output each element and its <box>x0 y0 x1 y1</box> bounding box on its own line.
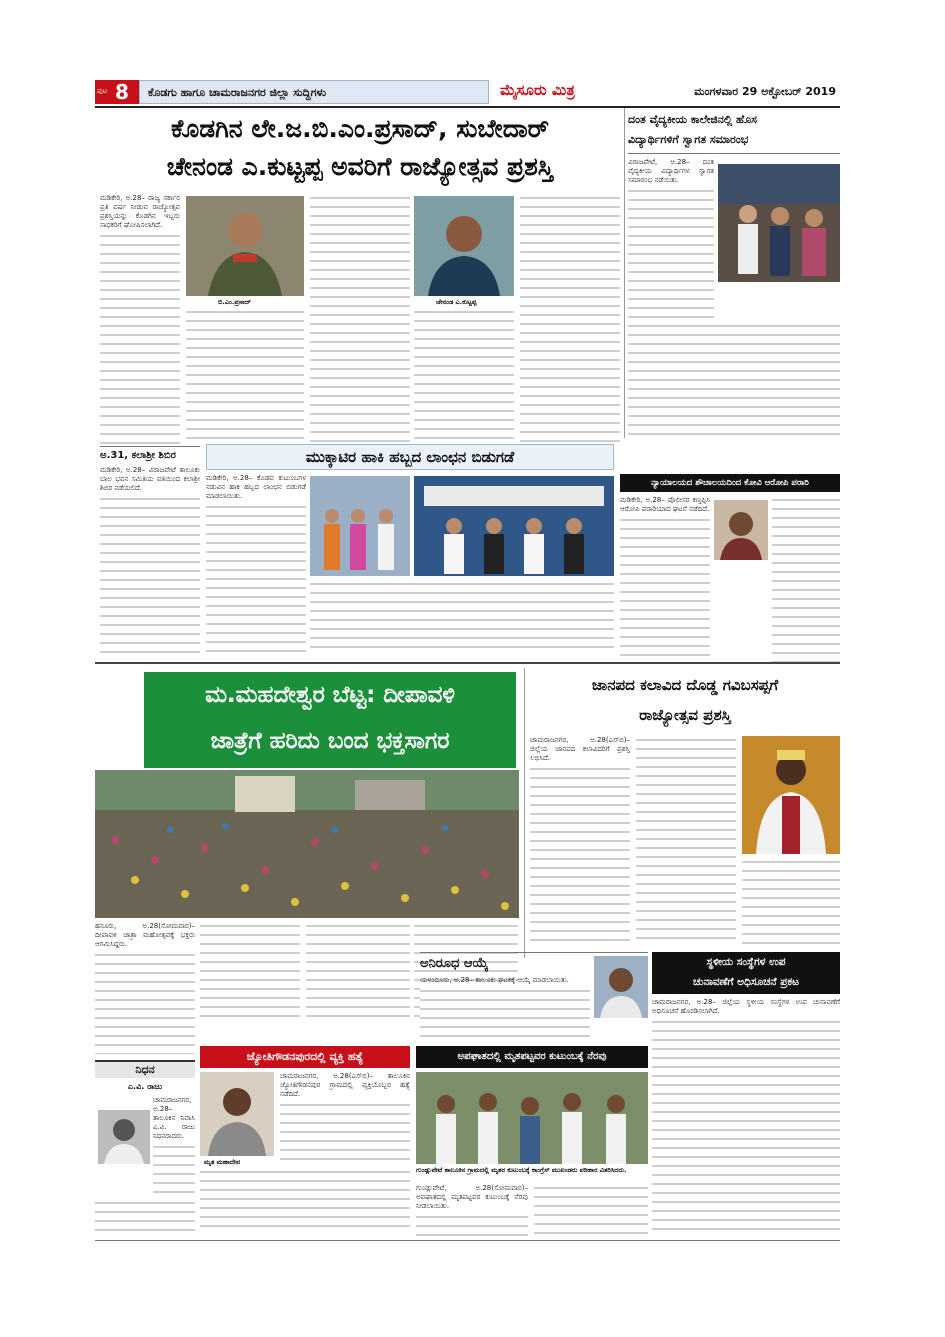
accident-text-body-2 <box>534 1184 648 1236</box>
accident-text-body <box>416 1213 528 1236</box>
murder-dateline: ಚಾಮರಾಜನಗರ, ಅ.28(ಎಸ್‌ಬಿ)– ತಾಲೂಕಿನ ಜ್ಯೋತಿಗೌಡನಪುರ ಗ್ರಾಮದಲ್ಲಿ ವ್ಯಕ್ತಿಯೊಬ್ಬರ ಹತ್ಯೆ ನಡೆದಿದೆ. <box>280 1072 410 1098</box>
folk-headline-line2: ರಾಜ್ಯೋತ್ಸವ ಪ್ರಶಸ್ತಿ <box>639 706 731 724</box>
folk-headline-line1: ಜಾನಪದ ಕಲಾವಿದ ದೊಡ್ಡ ಗವಿಬಸಪ್ಪಗೆ <box>591 676 779 694</box>
lead-text-body <box>100 232 180 444</box>
hockey-text-body <box>206 503 306 654</box>
mm-crowd-photo <box>95 770 519 918</box>
dental-headline-box <box>628 110 840 154</box>
aniruddh-photo <box>594 956 648 1018</box>
lead-dateline: ಮಡಿಕೇರಿ, ಅ.28– ರಾಜ್ಯ ಸರ್ಕಾರ ಪ್ರತಿ ವರ್ಷ ನೀಡುವ ರಾಜ್ಯೋತ್ಸವ ಪ್ರಶಸ್ತಿಯನ್ನು ಕೊಡಗಿನ ಇಬ್ಬರು ಸಾಧಕರಿಗೆ ಘೋಷಿಸಲಾಗಿದೆ. <box>100 194 180 229</box>
hockey-dateline: ಮಡಿಕೇರಿ, ಅ.28– ಕೊಡವ ಕುಟುಂಬಗಳ ನಡುವಿನ ಹಾಕಿ ಹಬ್ಬದ ಲಾಂಛನ ಬಿಡುಗಡೆ ಮಾಡಲಾಯಿತು. <box>206 474 306 500</box>
dental-headline-line1: ದಂತ ವೈದ್ಯಕೀಯ ಕಾಲೇಜಿನಲ್ಲಿ ಹೊಸ <box>628 113 757 126</box>
aniruddh-portrait-icon <box>594 956 648 1018</box>
lead-headline-line2: ಚೇನಂಡ ಎ.ಕುಟ್ಟಪ್ಪ ಅವರಿಗೆ ರಾಜ್ಯೋತ್ಸವ ಪ್ರಶಸ್ತಿ <box>166 152 554 181</box>
dental-dateline: ವಿರಾಜಪೇಟೆ, ಅ.28– ದಂತ ವೈದ್ಯಕೀಯ ವಿದ್ಯಾರ್ಥಿಗಳ ಸ್ವಾಗತ ಸಮಾರಂಭ ನಡೆಯಿತು. <box>628 158 714 184</box>
header-rule <box>95 106 840 108</box>
murder-headline-box <box>200 1046 410 1068</box>
court-headline-box <box>620 474 840 492</box>
lead-column-4 <box>414 308 514 444</box>
accident-dateline: ಗುಂಡ್ಲುಪೇಟೆ, ಅ.28(ಸೋಮವಾರ)– ಅಪಘಾತದಲ್ಲಿ ಮೃತಪಟ್ಟವರ ಕುಟುಂಬಕ್ಕೆ ನೆರವು ನೀಡಲಾಯಿತು. <box>416 1184 528 1210</box>
mm-headline-line2: ಜಾತ್ರೆಗೆ ಹರಿದು ಬಂದ ಭಕ್ತಸಾಗರ <box>210 728 450 754</box>
accident-headline-box <box>416 1046 648 1068</box>
bottom-rule <box>95 1240 840 1241</box>
folk-artist-photo <box>742 736 840 854</box>
murder-victim-photo <box>200 1072 274 1156</box>
folk-column-3 <box>742 858 840 946</box>
mm-text-body-3 <box>306 922 410 1018</box>
murder-headline: ಜ್ಯೋತಿಗೌಡನಪುರದಲ್ಲಿ ವ್ಯಕ್ತಿ ಹತ್ಯೆ <box>246 1050 364 1063</box>
folk-left-rule <box>524 668 525 958</box>
kuttappa-portrait-icon <box>414 196 514 296</box>
lead-text-body-2 <box>186 308 304 444</box>
lead-column-3 <box>310 194 410 444</box>
aniruddh-dateline: ಯಳಂದೂರು, ಅ.28– ತಾಲೂಕು ಘಟಕಕ್ಕೆ ಆಯ್ಕೆ ಮಾಡಲಾಯಿತು. <box>420 976 569 984</box>
folk-text-body-2 <box>636 736 736 946</box>
prasad-caption: ಬಿ.ಎಂ.ಪ್ರಸಾದ್ <box>218 298 251 306</box>
mm-headline-box <box>144 672 516 768</box>
camp-text-body <box>100 495 200 656</box>
obituary-text-body-2 <box>95 1199 195 1236</box>
obituary-dateline: ಚಾಮರಾಜನಗರ, ಅ.28– ತಾಲೂಕಿನ ನಿವಾಸಿ ಎ.ವಿ. ರಾಜು ನಿಧನರಾದರು. <box>153 1096 195 1140</box>
hockey-stage-photo-icon <box>414 476 614 576</box>
election-headline-box <box>652 952 840 994</box>
lead-headline <box>100 110 620 192</box>
obituary-section-box <box>95 1060 195 1078</box>
lead-right-rule <box>624 108 625 438</box>
dental-text-body <box>628 187 714 318</box>
kuttappa-photo <box>414 196 514 296</box>
date-box <box>620 80 840 104</box>
mm-text-body-2 <box>200 922 300 1018</box>
hockey-photo-2 <box>414 476 614 576</box>
hockey-headline-box <box>206 444 614 470</box>
camp-headline: ಅ.31, ಕಲಾಶ್ರೀ ಶಿಬಿರ <box>100 450 176 461</box>
section-title: ಕೊಡಗು ಹಾಗೂ ಚಾಮರಾಜನಗರ ಜಿಲ್ಲಾ ಸುದ್ದಿಗಳು <box>148 86 327 99</box>
lead-text-body-5 <box>520 194 620 444</box>
lead-column-1 <box>100 194 180 444</box>
camp-body <box>100 466 200 656</box>
accident-caption: ಗುಂಡ್ಲುಪೇಟೆ ತಾಲೂಕಿನ ಗ್ರಾಮದಲ್ಲಿ ಮೃತರ ಕುಟುಂಬಕ್ಕೆ ಕಾಂಗ್ರೆಸ್ ಮುಖಂಡರು ಪರಿಹಾರ ವಿತರಿಸಿದರು. <box>416 1166 627 1174</box>
obituary-body <box>95 1096 195 1236</box>
court-column-2 <box>772 496 840 662</box>
dental-headline-line2: ವಿದ್ಯಾರ್ಥಿಗಳಿಗೆ ಸ್ವಾಗತ ಸಮಾರಂಭ <box>628 133 749 146</box>
kuttappa-caption: ಚೇನಂಡ ಎ.ಕುಟ್ಟಪ್ಪ <box>436 298 477 306</box>
section-title-box <box>139 80 489 104</box>
murder-caption: ಮೃತ ಮಹಾದೇವ <box>204 1158 241 1166</box>
aniruddh-body <box>420 976 590 1042</box>
lead-column-2 <box>186 308 304 444</box>
dental-event-photo-icon <box>718 164 840 282</box>
court-column-1 <box>620 496 710 662</box>
hockey-column-1 <box>206 474 306 654</box>
folk-artist-portrait-icon <box>742 736 840 854</box>
accident-column-2 <box>534 1184 648 1236</box>
dental-column-2 <box>628 322 840 440</box>
prasad-photo <box>186 196 304 296</box>
folk-dateline: ಚಾಮರಾಜನಗರ, ಅ.28(ಎಸ್‌ಬಿ)– ಜಿಲ್ಲೆಯ ಜಾನಪದ ಕಲಾವಿದರಿಗೆ ಪ್ರಶಸ್ತಿ ಲಭಿಸಿದೆ. <box>530 736 630 762</box>
mm-text-body <box>95 951 195 1054</box>
hockey-launch-photo-icon <box>310 476 410 576</box>
election-text-body <box>652 1018 840 1234</box>
folk-text-body-3 <box>742 858 840 946</box>
folk-column-1 <box>530 736 630 946</box>
folk-headline-box <box>530 670 840 732</box>
obituary-name: ಎ.ವಿ. ರಾಜು <box>127 1082 163 1091</box>
dental-event-photo <box>718 164 840 282</box>
murder-text-body-2 <box>200 1168 410 1234</box>
mm-column-3 <box>306 922 410 1018</box>
hockey-headline: ಮುಕ್ಕಾಟಿರ ಹಾಕಿ ಹಬ್ಬದ ಲಾಂಛನ ಬಿಡುಗಡೆ <box>305 448 515 466</box>
aid-handover-photo-icon <box>416 1072 648 1164</box>
hockey-column-2 <box>310 580 614 654</box>
victim-portrait-icon <box>200 1072 274 1156</box>
lead-headline-line1: ಕೊಡಗಿನ ಲೇ.ಜ.ಬಿ.ಎಂ.ಪ್ರಸಾದ್, ಸುಬೇದಾರ್ <box>171 114 549 143</box>
mid-rule <box>95 662 840 664</box>
aniruddh-text-body <box>420 987 590 1042</box>
devotee-crowd-photo-icon <box>95 770 519 918</box>
election-dateline: ಚಾಮರಾಜನಗರ, ಅ.28– ಜಿಲ್ಲೆಯ ಸ್ಥಳೀಯ ಸಂಸ್ಥೆಗಳ ಉಪ ಚುನಾವಣೆಗೆ ಅಧಿಸೂಚನೆ ಹೊರಡಿಸಲಾಗಿದೆ. <box>652 998 840 1015</box>
lead-column-5 <box>520 194 620 444</box>
page-number-badge <box>95 80 139 104</box>
masthead: ಮೈಸೂರು ಮಿತ್ರ <box>500 81 575 99</box>
lead-text-body-3 <box>310 194 410 444</box>
murder-text-body <box>280 1101 410 1162</box>
issue-date: ಮಂಗಳವಾರ 29 ಅಕ್ಟೋಬರ್ 2019 <box>694 85 836 98</box>
aniruddh-top-rule <box>420 952 648 953</box>
election-headline-line1: ಸ್ಥಳೀಯ ಸಂಸ್ಥೆಗಳ ಉಪ <box>706 956 786 968</box>
obituary-section-title: ನಿಧನ <box>135 1063 155 1076</box>
hockey-photo-1 <box>310 476 410 576</box>
camp-top-rule <box>100 446 200 447</box>
election-headline-line2: ಚುನಾವಣೆಗೆ ಅಧಿಸೂಚನೆ ಪ್ರಕಟ <box>692 976 800 988</box>
accident-headline: ಅಪಘಾತದಲ್ಲಿ ಮೃತಪಟ್ಟವರ ಕುಟುಂಬಕ್ಕೆ ನೆರವು <box>457 1051 607 1062</box>
accused-portrait-icon <box>714 500 768 560</box>
mm-column-2 <box>200 922 300 1018</box>
lead-text-body-4 <box>414 308 514 444</box>
mm-headline-line1: ಮ.ಮಹದೇಶ್ವರ ಬೆಟ್ಟ: ದೀಪಾವಳಿ <box>205 682 455 708</box>
camp-dateline: ಮಡಿಕೇರಿ, ಅ.28– ವಿರಾಜಪೇಟೆ ತಾಲೂಕು ಬಾಲ ಭವನ ಸಮಿತಿಯ ವತಿಯಿಂದ ಕಲಾಶ್ರೀ ಶಿಬಿರ ನಡೆಯಲಿದೆ. <box>100 466 200 492</box>
murder-column-1 <box>280 1072 410 1162</box>
murder-column-2 <box>200 1168 410 1234</box>
accused-photo <box>714 500 768 560</box>
aniruddh-headline: ಅನಿರೂಧ ಆಯ್ಕೆ <box>420 956 489 971</box>
accident-column-1 <box>416 1184 528 1236</box>
court-dateline: ಮಡಿಕೇರಿ, ಅ.28– ಪೊಲೀಸರ ಕಣ್ತಪ್ಪಿಸಿ ಆರೋಪಿ ಪರಾರಿಯಾದ ಘಟನೆ ನಡೆದಿದೆ. <box>620 496 710 513</box>
page-number: 8 <box>115 80 129 104</box>
mm-dateline: ಹನೂರು, ಅ.28(ಸೋಮವಾರ)– ದೀಪಾವಳಿ ಜಾತ್ರಾ ಮಹೋತ್ಸವಕ್ಕೆ ಭಕ್ತರು ಆಗಮಿಸಿದ್ದರು. <box>95 922 195 948</box>
mm-column-1 <box>95 922 195 1054</box>
dental-column-1 <box>628 158 714 318</box>
prasad-portrait-icon <box>186 196 304 296</box>
folk-column-2 <box>636 736 736 946</box>
section-header <box>95 80 840 104</box>
folk-text-body <box>530 765 630 946</box>
court-headline: ನ್ಯಾಯಾಲಯದ ಶೌಚಾಲಯದಿಂದ ಕೋವಿ ಆರೋಪಿ ಪರಾರಿ <box>651 478 809 488</box>
page-label: ಪುಟ <box>97 87 108 95</box>
accident-aid-photo <box>416 1072 648 1164</box>
hockey-text-body-2 <box>310 580 614 654</box>
election-body <box>652 998 840 1234</box>
court-text-body <box>620 516 710 662</box>
obituary-text-body <box>153 1143 195 1199</box>
dental-text-body-2 <box>628 322 840 440</box>
court-text-body-2 <box>772 496 840 662</box>
